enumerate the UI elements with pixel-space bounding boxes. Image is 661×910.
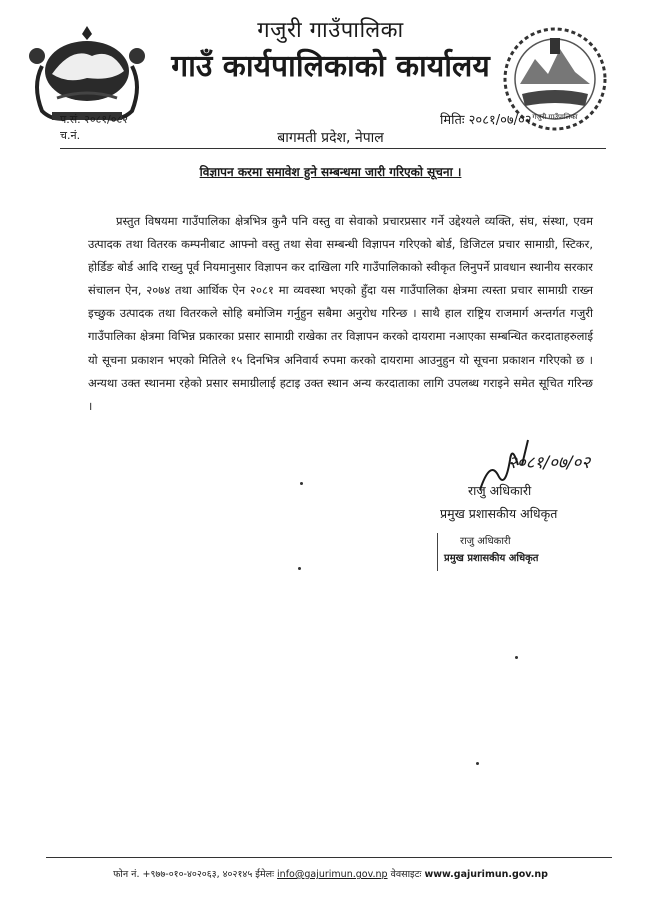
header-divider xyxy=(60,148,606,149)
office-title: गाउँ कार्यपालिकाको कार्यालय xyxy=(171,49,490,84)
emblem-right-text: गजुरी गाउँपालिका xyxy=(532,113,578,121)
scan-speck xyxy=(298,567,301,570)
notice-body-paragraph: प्रस्तुत विषयमा गाउँपालिका क्षेत्रभित्र कुनै पनि वस्तु वा सेवाको प्रचारप्रसार गर्ने उद्देश्यले व्यक्ति, संघ, संस्था, एवम उत्पादक तथा वितरक कम्पनीबाट आफ्नो वस्तु तथा सेवा सम्बन्धी विज्ञापन गरिएको बोर्ड, डिजिटल प्रचार सामाग्री, स्टिकर, होर्डिङ बोर्ड आदि राख्नु पूर्व नियमानुसार विज्ञापन कर दाखिला गरि गाउँपालिकाको स्वीकृत लिनुपर्ने प्रावधान स्थानीय सरकार संचालन ऐन, २०७४ तथा आर्थिक ऐन २०८१ मा व्यवस्था भएको हुँदा यस गाउँपालिका क्षेत्रमा त्यस्ता प्रचार सामाग्री राख्न इच्छुक उत्पादक तथा वितरकले सोहि बमोजिम गर्नुहुन सबैमा अनुरोध गरिन्छ । साथै हाल राष्ट्रिय राजमार्ग अन्तर्गत गजुरी गाउँपालिका क्षेत्रमा विभिन्न प्रकारका प्रसार सामाग्री राखेका तर विज्ञापन करको दायरामा नआएका सम्बन्धित करदाताहरुलाई यो सूचना प्रकाशन भएको मितिले १५ दिनभित्र अनिवार्य रुपमा करको दायरामा आउनुहुन यो सूचना प्रकाशन गरिएको छ । अन्यथा उक्त स्थानमा रहेको प्रसार समाग्रीलाई हटाइ उक्त स्थान अन्य करदाताका लागि उपलब्ध गराइने समेत सूचित गरिन्छ । xyxy=(88,214,593,413)
municipality-name: गजुरी गाउँपालिका xyxy=(257,18,404,43)
notice-subject xyxy=(0,163,661,180)
footer-website-label: वेवसाइटः xyxy=(390,869,422,880)
name-stamp xyxy=(437,533,576,571)
footer-divider xyxy=(46,857,612,858)
footer-email-label: ईमेलः xyxy=(255,869,275,880)
footer-phone: फोन नं. +९७७-०१०-४०२०६३, ४०२१४५ xyxy=(113,869,253,880)
footer-contact xyxy=(0,867,661,880)
footer-email-link[interactable]: info@gajurimun.gov.np xyxy=(277,869,388,880)
scan-speck xyxy=(515,656,518,659)
dispatch-number: च.नं. xyxy=(60,129,81,142)
signer-title: प्रमुख प्रशासकीय अधिकृत xyxy=(440,506,558,521)
stamp-title: प्रमुख प्रशासकीय अधिकृत xyxy=(444,553,539,564)
scan-speck xyxy=(300,482,303,485)
office-address: बागमती प्रदेश, नेपाल xyxy=(277,130,384,146)
letter-date: मितिः २०८१/०७/०२ xyxy=(440,113,532,128)
notice-body xyxy=(88,210,593,418)
notice-subject-text: विज्ञापन करमा समावेश हुने सम्बन्धमा जारी गरिएको सूचना । xyxy=(199,165,462,179)
signature-date: २०८१/०७/०२ xyxy=(508,453,591,473)
signer-name: राजु अधिकारी xyxy=(468,483,532,498)
reference-number: प.सं. २०८१/०८२ xyxy=(60,113,128,126)
footer-website-link[interactable]: www.gajurimun.gov.np xyxy=(424,869,548,880)
scan-speck xyxy=(476,762,479,765)
stamp-name: राजु अधिकारी xyxy=(460,536,511,547)
